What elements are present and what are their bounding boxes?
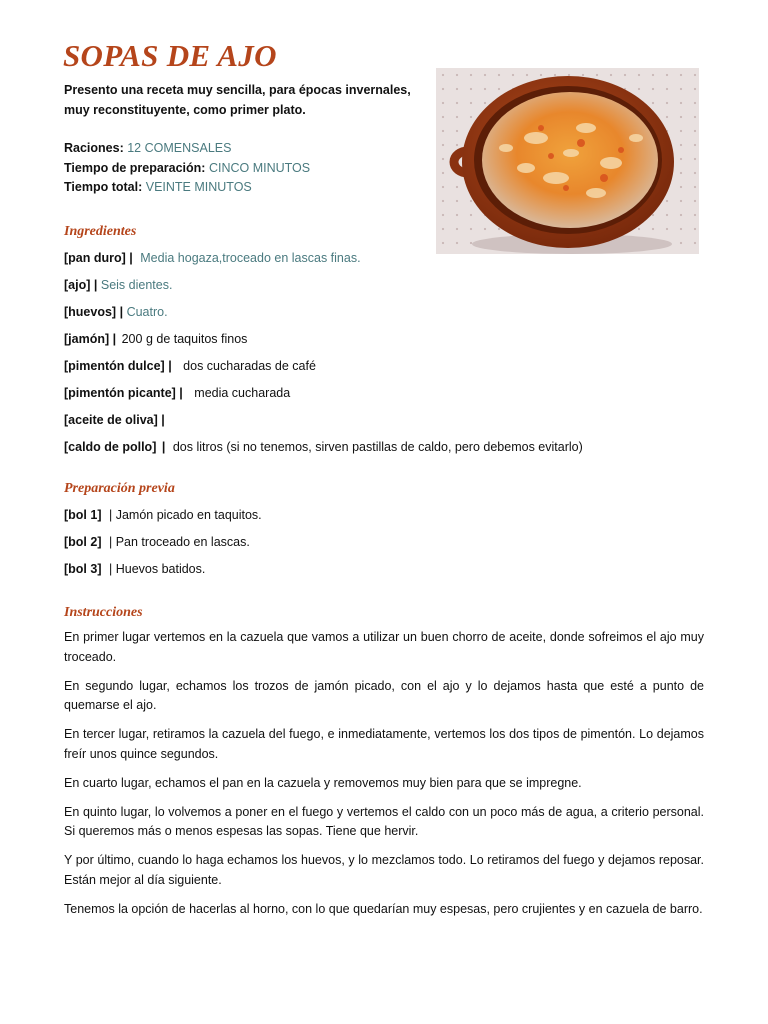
list-item xyxy=(64,386,583,413)
bowl-content: Jamón picado en taquitos. xyxy=(115,508,262,522)
separator: | xyxy=(112,332,117,346)
instructions-heading: Instrucciones xyxy=(64,605,143,620)
list-item xyxy=(64,535,262,562)
ingredient-amount: Cuatro. xyxy=(126,305,168,319)
soup-photo xyxy=(436,68,699,254)
ingredient-name: [huevos] xyxy=(64,305,117,319)
meta-label: Tiempo total: xyxy=(64,180,143,194)
prep-heading: Preparación previa xyxy=(64,481,175,496)
instruction-step: Y por último, cuando lo haga echamos los huevos, y lo mezclamos todo. Lo retiramos del fuego y dejamos reposar. Están mejor al día siguiente. xyxy=(64,853,704,887)
instruction-step: En quinto lugar, lo volvemos a poner en el fuego y vertemos el caldo con un poco más de agua, a criterio personal. Si queremos más o menos espesas las sopas. Tiene que hervir. xyxy=(64,804,704,838)
ingredients-list xyxy=(64,251,583,467)
ingredient-name: [ajo] xyxy=(64,278,91,292)
bowl-content: Huevos batidos. xyxy=(115,562,206,576)
separator: | xyxy=(108,562,113,576)
bowl-content: Pan troceado en lascas. xyxy=(115,535,250,549)
ingredient-name: [pimentón picante] xyxy=(64,386,176,400)
meta-label: Tiempo de preparación: xyxy=(64,160,206,175)
meta-value: 12 COMENSALES xyxy=(127,141,232,155)
ingredient-name: [pimentón dulce] xyxy=(64,359,165,373)
instruction-step: En tercer lugar, retiramos la cazuela del fuego, e inmediatamente, vertemos los dos tipos de pimentón. Lo dejamos freír unos quince segundos. xyxy=(64,727,704,761)
recipe-intro: Presento una receta muy sencilla, para épocas invernales, muy reconstituyente, como primer plato. xyxy=(64,83,411,117)
list-item xyxy=(64,562,262,589)
ingredient-amount: dos cucharadas de café xyxy=(183,359,316,373)
list-item xyxy=(64,278,583,305)
list-item xyxy=(64,305,583,332)
ingredient-name: [caldo de pollo] xyxy=(64,440,157,454)
bowl-name: [bol 3] xyxy=(64,562,102,576)
separator: | xyxy=(108,535,113,549)
separator: | xyxy=(119,305,124,319)
recipe-meta xyxy=(64,139,310,198)
list-item xyxy=(64,332,583,359)
separator: | xyxy=(129,251,133,265)
meta-value: CINCO MINUTOS xyxy=(208,160,311,175)
ingredient-amount: media cucharada xyxy=(194,386,291,400)
meta-value: VEINTE MINUTOS xyxy=(145,180,252,194)
ingredients-heading: Ingredientes xyxy=(64,224,137,239)
separator: | xyxy=(108,508,113,522)
prep-list xyxy=(64,508,262,589)
ingredient-name: [jamón] xyxy=(64,332,110,346)
ingredient-amount: 200 g de taquitos finos xyxy=(121,332,248,346)
ingredient-amount: dos litros (si no tenemos, sirven pastillas de caldo, pero debemos evitarlo) xyxy=(172,440,583,454)
separator: | xyxy=(168,359,172,373)
instructions-list xyxy=(64,628,704,929)
separator: | xyxy=(161,440,166,454)
ingredient-name: [aceite de oliva] xyxy=(64,413,158,427)
list-item xyxy=(64,508,262,535)
instruction-step: En primer lugar vertemos en la cazuela que vamos a utilizar un buen chorro de aceite, donde sofreimos el ajo muy troceado. xyxy=(64,630,704,664)
bowl-name: [bol 1] xyxy=(64,508,102,522)
meta-total-time xyxy=(64,178,310,198)
recipe-title: SOPAS DE AJO xyxy=(63,38,277,73)
meta-label: Raciones: xyxy=(64,141,124,155)
instruction-step: En segundo lugar, echamos los trozos de jamón picado, con el ajo y lo dejamos hasta que esté a punto de quemarse el ajo. xyxy=(64,678,704,712)
meta-servings xyxy=(64,139,310,159)
instruction-step: Tenemos la opción de hacerlas al horno, con lo que quedarían muy espesas, pero crujientes y en cazuela de barro. xyxy=(64,901,703,916)
instruction-step: En cuarto lugar, echamos el pan en la cazuela y removemos muy bien para que se impregne. xyxy=(64,775,582,790)
list-item xyxy=(64,359,583,386)
separator: | xyxy=(93,278,98,292)
separator: | xyxy=(179,386,183,400)
ingredient-amount: Seis dientes. xyxy=(100,278,173,292)
soup-bowl-image xyxy=(436,68,699,254)
separator: | xyxy=(161,413,165,427)
meta-prep-time xyxy=(64,159,310,179)
ingredient-amount: Media hogaza,troceado en lascas finas. xyxy=(140,251,361,265)
ingredient-name: [pan duro] xyxy=(64,251,126,265)
list-item xyxy=(64,251,583,278)
list-item xyxy=(64,413,583,440)
list-item xyxy=(64,440,583,467)
bowl-name: [bol 2] xyxy=(64,535,102,549)
